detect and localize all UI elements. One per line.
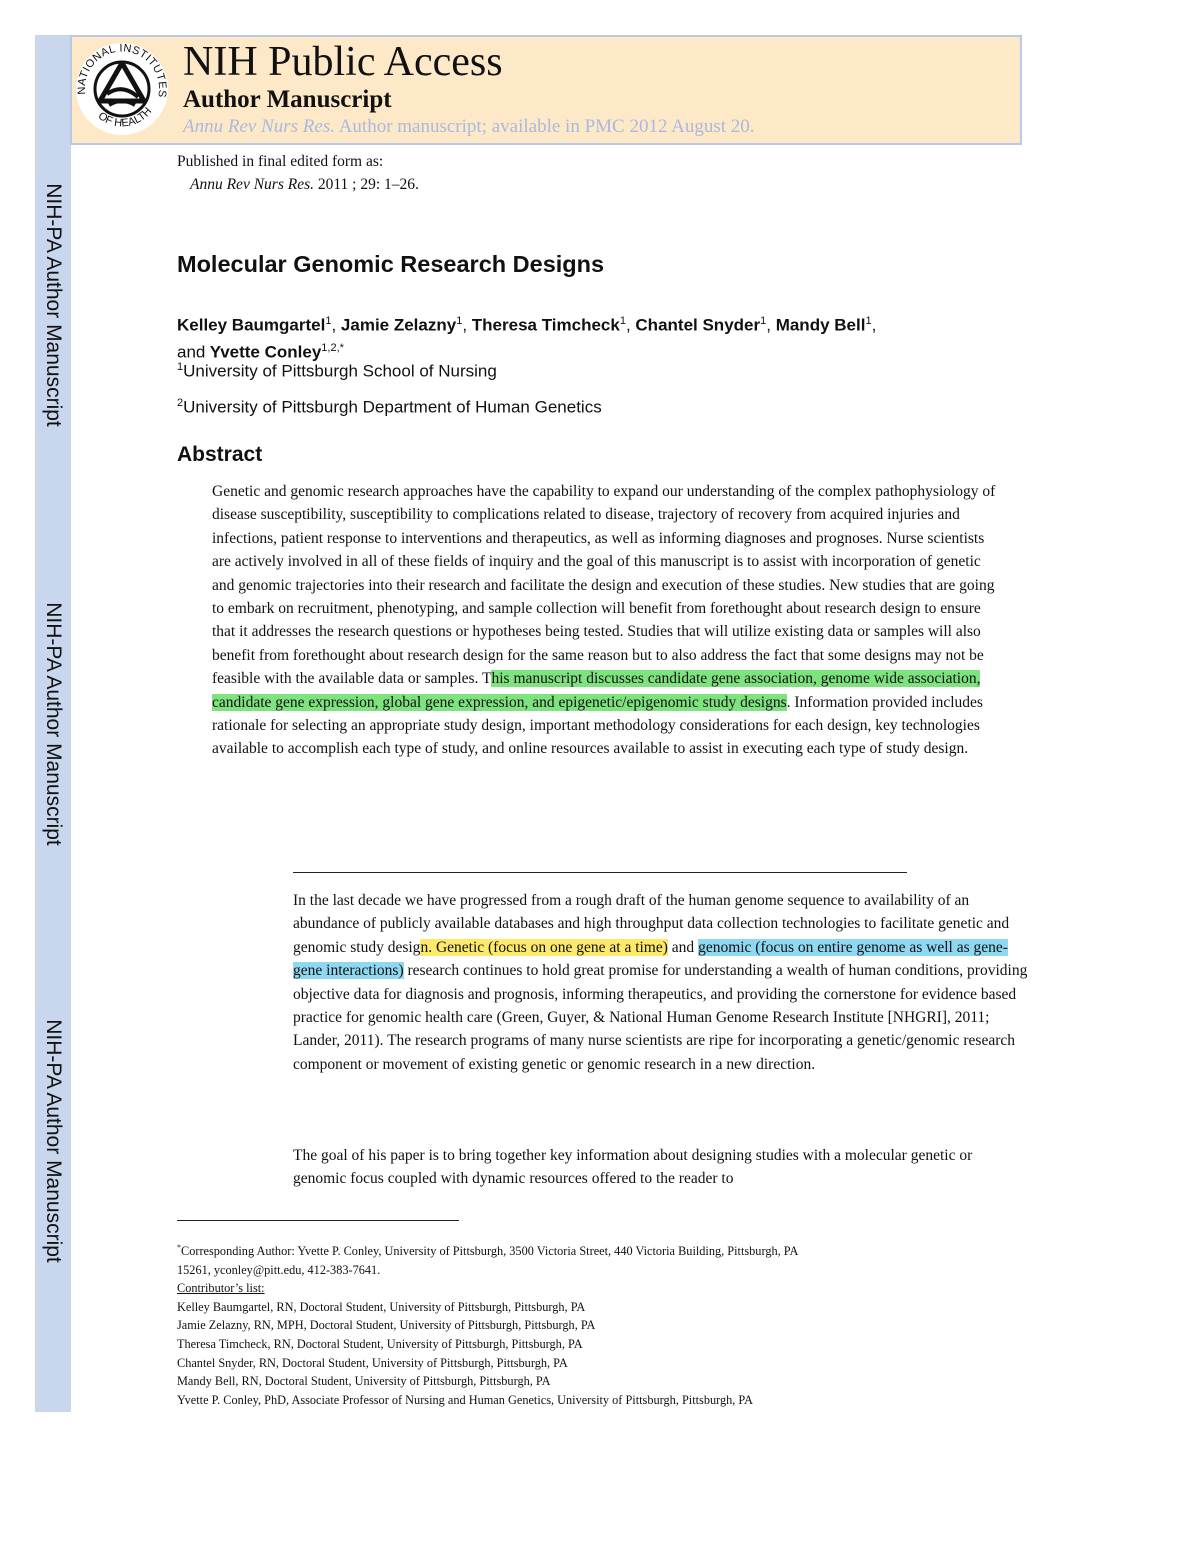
availability-journal: Annu Rev Nurs Res. <box>183 116 335 137</box>
published-label: Published in final edited form as: <box>177 153 384 170</box>
nih-public-access-title: NIH Public Access <box>183 39 503 85</box>
footnotes <box>177 1239 997 1409</box>
affiliation-2: $^2$University of Pittsburgh Department of Human Genetics <box>177 397 602 417</box>
abstract-text: Genetic and genomic research approaches have the capability to expand our understanding of the complex pathophysiology of disease susceptibility, susceptibility to complications related to disease, trajectory of recovery from acquired injuries and infections, patient response to interventions and therapeutics, as well as informing diagnoses and prognoses. Nurse scientists are actively involved in all of these fields of inquiry and the goal of this manuscript is to assist with incorporation of genetic and genomic trajectories into their research and facilitate the design and execution of these studies. New studies that are going to embark on recruitment, phenotyping, and sample collection will benefit from forethought about research design to ensure that it addresses the research questions or hypotheses being tested. Studies that will utilize existing data or samples will also benefit from forethought about research design for the same reason but to also address the fact that some designs may not be feasible with the available data or samples. This manuscript discusses candidate gene association, genome wide association, candidate gene expression, global gene expression, and epigenetic/epigenomic study designs. Information provided includes rationale for selecting an appropriate study design, important methodology considerations for each design, key technologies available to accomplish each type of study, and online resources available to assist in executing each type of study design. <box>212 483 996 758</box>
availability-line <box>183 116 755 138</box>
nih-logo <box>72 37 172 141</box>
citation-journal: Annu Rev Nurs Res. <box>190 176 314 193</box>
contributor-item: Jamie Zelazny, RN, MPH, Doctoral Student, University of Pittsburgh, Pittsburgh, PA <box>177 1318 596 1333</box>
availability-text: Author manuscript; available in PMC 2012 August 20. <box>338 116 755 137</box>
article-title: Molecular Genomic Research Designs <box>177 251 605 277</box>
affiliation-1: $^1$University of Pittsburgh School of Nursing <box>177 361 497 381</box>
footnote-divider <box>177 1220 459 1221</box>
contributor-item: Mandy Bell, RN, Doctoral Student, University of Pittsburgh, Pittsburgh, PA <box>177 1374 551 1389</box>
highlight-yellow: n. Genetic (focus on one gene at a time) <box>420 938 668 956</box>
highlight-green: his manuscript discusses candidate gene association, genome wide association, candidate gene expression, global gene expression, and epigenetic/epigenomic study designs <box>212 670 981 711</box>
author-manuscript-label: Author Manuscript <box>183 86 392 113</box>
section-divider <box>293 872 907 873</box>
author-name: Mandy Bell <box>775 315 866 335</box>
contributor-item: Chantel Snyder, RN, Doctoral Student, University of Pittsburgh, Pittsburgh, PA <box>177 1355 568 1370</box>
author-name: Yvette Conley <box>209 342 322 362</box>
body-paragraph-1: In the last decade we have progressed from a rough draft of the human genome sequence to availability of an abundance of publicly available databases and high throughput data collection technologies to facilitate genetic and genomic study design. Genetic (focus on one gene at a time) and genomic (focus on entire genome as well as gene-gene interactions) research continues to hold great promise for understanding a wealth of human conditions, providing objective data for diagnosis and prognosis, informing therapeutics, and providing the cornerstone for evidence based practice for genomic health care (Green, Guyer, & National Human Genome Research Institute [NHGRI], 2011; Lander, 2011). The research programs of many nurse scientists are ripe for incorporating a genetic/genomic research component or movement of existing genetic or genomic research in a new direction. <box>293 892 1028 1073</box>
contributor-item: Theresa Timcheck, RN, Doctoral Student, University of Pittsburgh, Pittsburgh, PA <box>177 1337 583 1352</box>
svg-text:OF HEALTH: OF HEALTH <box>95 105 155 130</box>
abstract-heading: Abstract <box>177 443 263 466</box>
corresponding-contact: 15261, yconley@pitt.edu, 412-383-7641. <box>177 1262 381 1277</box>
citation-volume: 2011 ; 29: 1–26. <box>317 176 419 193</box>
contributor-item: Yvette P. Conley, PhD, Associate Professor of Nursing and Human Genetics, University of Pittsburgh, Pittsburgh, PA <box>177 1392 754 1407</box>
author-name: Chantel Snyder <box>635 315 761 335</box>
corresponding-author: *Corresponding Author: Yvette P. Conley, University of Pittsburgh, 3500 Victoria Street, 440 Victoria Building, Pittsburgh, PA <box>177 1243 799 1259</box>
svg-text:NATIONAL INSTITUTES: NATIONAL INSTITUTES <box>75 42 169 99</box>
publication-citation <box>190 176 419 194</box>
contributor-item: Kelley Baumgartel, RN, Doctoral Student, University of Pittsburgh, Pittsburgh, PA <box>177 1299 586 1314</box>
author-name: Jamie Zelazny <box>340 315 457 335</box>
author-name: Theresa Timcheck <box>471 315 620 335</box>
author-name: Kelley Baumgartel <box>177 315 326 335</box>
body-paragraph-2: The goal of his paper is to bring together key information about designing studies with a molecular genetic or genomic focus coupled with dynamic resources offered to the reader to <box>293 1147 973 1188</box>
contributors-heading: Contributor’s list: <box>177 1281 265 1296</box>
author-list: Kelley Baumgartel$^1$, Jamie Zelazny$^1$, Theresa Timcheck$^1$, Chantel Snyder$^1$, Mandy Bell$^1$, and Yvette Conley$^{1,2,*}$ <box>177 315 877 362</box>
highlight-blue: genomic (focus on entire genome as well as gene-gene interactions) <box>293 938 1008 980</box>
